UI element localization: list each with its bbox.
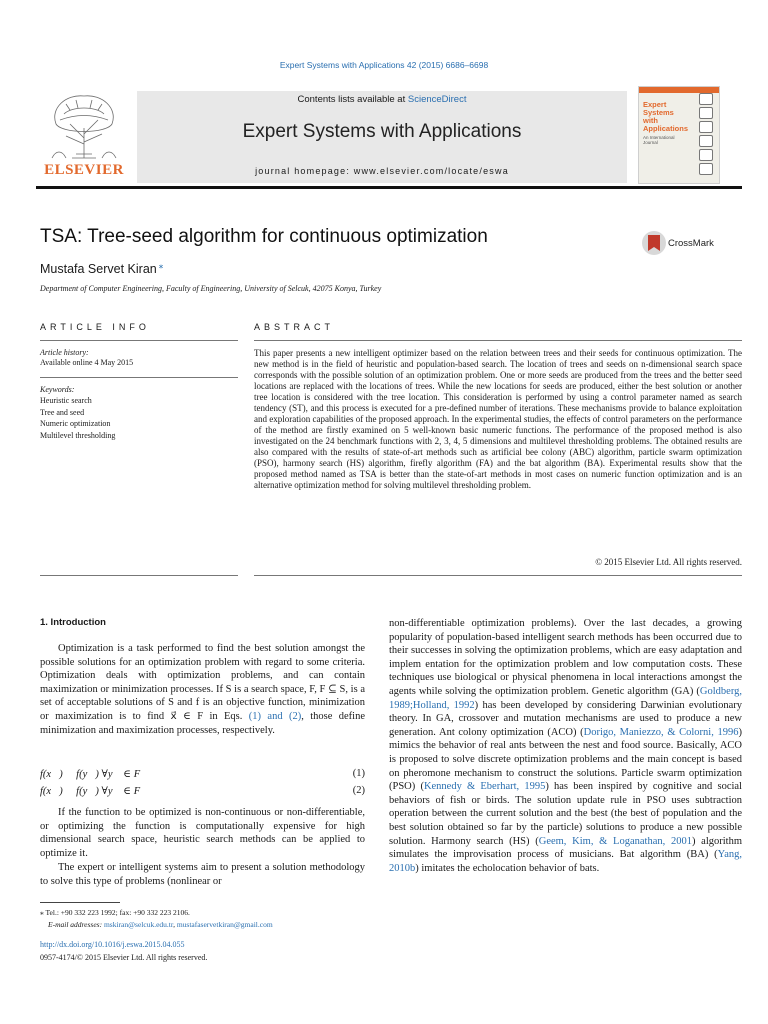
journal-title: Expert Systems with Applications (242, 121, 522, 142)
equation-reference-link[interactable]: (1) and (2) (248, 710, 302, 722)
author-footnote (40, 907, 380, 931)
abstract-heading: ABSTRACT (254, 322, 335, 332)
history-label: Article history: (40, 348, 89, 357)
author-line (40, 260, 163, 276)
author-footnote-mark[interactable]: ⁎ (158, 260, 164, 270)
body-text: ) has been inspired by cognitive and social behaviors of fish or birds. The solution update rule in PSO uses subtraction operation between the current solution and the best (the best of population and the best solution obtained so far by the particle) solutions to produce a new possible solution. Harmony search (HS) ( (389, 781, 742, 847)
article-info-heading: ARTICLE INFO (40, 322, 150, 332)
cover-graphic-icon (699, 163, 713, 175)
intro-paragraph-2: If the function to be optimized is non-continuous or non-differentiable, or optimizing the function is computationally expensive for high dimensional search space, heuristic search methods can be applied to optimize it. (40, 807, 365, 859)
journal-cover-thumbnail (638, 86, 720, 184)
article-info-rule (40, 340, 238, 341)
footnote-rule (40, 902, 120, 903)
keywords-label: Keywords: (40, 385, 75, 394)
cover-graphic-icon (699, 121, 713, 133)
footnote-tel: Tel.: +90 332 223 1992; fax: +90 332 223 2106. (45, 908, 190, 917)
footnote-contact (40, 907, 380, 919)
cover-graphic-icon (699, 93, 713, 105)
cover-title: Expert Systems with Applications (643, 100, 689, 133)
equation-number: (1) (352, 768, 365, 779)
contents-prefix: Contents lists available at (297, 94, 408, 105)
footnote-emails: E-mail addresses: mskiran@selcuk.edu.tr, mustafaservetkiran@gmail.com (48, 920, 273, 929)
affiliation: Department of Computer Engineering, Faculty of Engineering, University of Selcuk, 42075 Konya, Turkey (40, 284, 382, 293)
article-info-bottom-rule (40, 575, 238, 576)
keyword-item: Heuristic search (40, 396, 92, 405)
history-value: Available online 4 May 2015 (40, 358, 134, 367)
journal-homepage[interactable]: journal homepage: www.elsevier.com/locate/eswa (255, 166, 509, 176)
citation-link[interactable]: Geem, Kim, & Loganathan, 2001 (538, 835, 692, 847)
keyword-item: Tree and seed (40, 407, 85, 417)
body-text: ) mimics the behavior of real ants between the nest and food source. Basically, ACO is proposed to solve discrete optimization problems and the main concept is based on pheromone mechanism to construct the solutions. Particle swarm optimization (PSO) ( (389, 726, 742, 793)
section-heading-introduction: 1. Introduction (40, 617, 106, 628)
equation-1: f(x⃗) ⩽ f(y⃗) ∀y⃗ ∈ F (1) (40, 768, 365, 780)
keyword-item: Numeric optimization (40, 419, 111, 428)
body-text: ) imitates the echolocation behavior of bats. (415, 862, 600, 874)
abstract-rule (254, 340, 742, 341)
abstract-text: This paper presents a new intelligent optimizer based on the relation between trees and their seeds for continuous optimization. The new method is in the field of heuristic and population-based search. The location of trees and seeds on n-dimensional search space corresponds with the possible solution of an optimization problem. One or more seeds are produced from the trees and the better seed locations are replaced with the locations of trees. While the new locations for seeds are produced, either the best solution or another tree location is considered with the tree location. This consideration is performed by using a control parameter named as search tendency (ST), and this process is executed for a pre-defined number of iterations. These mechanisms provide to balance exploitation and exploration capabilities of the proposed approach. In the experimental studies, the effects of control parameters on the performance of the method are firstly examined on 5 well-known basic numeric functions. The performance of the proposed method is also investigated on the 24 benchmark functions with 2, 3, 4, 5 dimensions and multilevel thresholding problems. The obtained results are also compared with the results of state-of-art methods such as artificial bee colony (ABC) algorithm, particle swarm optimization (PSO), harmony search (HS) algorithm, firefly algorithm (FA) and the bat algorithm (BA). Experimental results show that the proposed method named as TSA is better than the state-of-art methods in most cases on numeric function optimization and is an alternative optimization method for solving multilevel thresholding problem. (254, 348, 742, 490)
doi-link[interactable]: http://dx.doi.org/10.1016/j.eswa.2015.04.055 (40, 940, 185, 949)
cover-graphic-icon (699, 149, 713, 161)
equation-2: f(x⃗) ⩾ f(y⃗) ∀y⃗ ∈ F (2) (40, 785, 365, 797)
paper-title: TSA: Tree-seed algorithm for continuous optimization (40, 226, 488, 247)
elsevier-wordmark: ELSEVIER (44, 162, 124, 178)
keywords-list (40, 395, 115, 441)
crossmark-label[interactable]: CrossMark (668, 238, 714, 249)
email-link[interactable]: mskiran@selcuk.edu.tr (103, 920, 174, 929)
citation-link[interactable]: Yang, 2010b (389, 849, 742, 874)
journal-citation[interactable]: Expert Systems with Applications 42 (2015) 6686–6698 (279, 60, 489, 70)
email-link[interactable]: mustafaservetkiran@gmail.com (176, 920, 273, 929)
footnote-mark: ⁎ (40, 908, 44, 917)
intro-paragraph-3: The expert or intelligent systems aim to present a solution methodology to solve this type of problems (nonlinear or (40, 862, 365, 887)
citation-link[interactable]: Kennedy & Eberhart, 1995 (423, 781, 546, 793)
author-name: Mustafa Servet Kiran (40, 262, 157, 277)
intro-right-column (389, 617, 742, 875)
abstract-bottom-rule (254, 575, 742, 576)
citation-link[interactable]: Goldberg, 1989;Holland, 1992 (389, 685, 742, 711)
intro-paragraph-1: Optimization is a task performed to find the best solution amongst the possible solutions for an optimization problem with regard to some criteria. Optimization deals with optimization problems, and can contain maximization or minimization processes. If S is a search space, F, F ⊆ S, is a set of acceptable solutions of S and f is an objective function, minimization or maximization is to find x⃗ ∈ F in Eqs. (1) and (2), those define minimization and maximization processes, respectively. (40, 643, 365, 736)
cover-graphic-icon (699, 135, 713, 147)
email-label: E-mail addresses: (48, 920, 103, 929)
article-info-separator (40, 377, 238, 378)
body-text: non-differentiable optimization problems). Over the last decades, a growing popularity of population-based intelligent search methods has been occurred due to their successes in solving the optimization problems, which are easy adaptation and implem entation for the optimization problem and low computation costs. These techniques use biological or physical phenomena in local interactions amongst the agents while solving the optimization problem. Genetic algorithm (GA) ( (389, 618, 742, 697)
cover-graphic-icon (699, 107, 713, 119)
body-text: ) algorithm simulates the improvisation process of musicians. Bat algorithm (BA) ( (389, 835, 742, 861)
sciencedirect-link[interactable]: ScienceDirect (407, 94, 467, 105)
header-divider (36, 186, 742, 189)
abstract-copyright: © 2015 Elsevier Ltd. All rights reserved. (595, 557, 742, 567)
citation-link[interactable]: Dorigo, Maniezzo, & Colorni, 1996 (583, 726, 739, 738)
contents-line (137, 94, 627, 105)
keyword-item: Multilevel thresholding (40, 430, 116, 440)
issn-line: 0957-4174/© 2015 Elsevier Ltd. All rights reserved. (40, 953, 208, 962)
cover-subtitle: An International Journal (643, 135, 675, 146)
equation-number: (2) (352, 785, 365, 796)
body-text: ) has been developed by considering Darwinian evolutionary theory. In GA, crossover and mutation mechanisms are used to produce a new generation. Ant colony optimization (ACO) ( (389, 699, 742, 738)
